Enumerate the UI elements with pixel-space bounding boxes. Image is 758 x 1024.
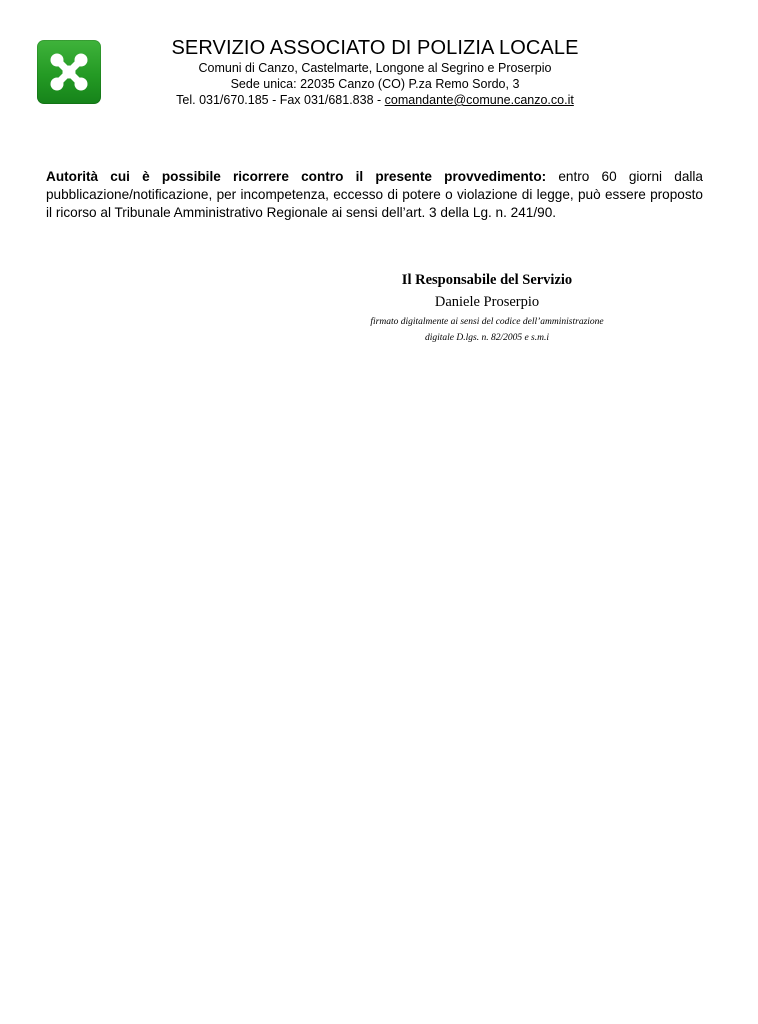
email-link[interactable]: comandante@comune.canzo.co.it <box>384 93 574 107</box>
signature-block <box>360 270 614 344</box>
letterhead <box>120 36 630 108</box>
organization-title: SERVIZIO ASSOCIATO DI POLIZIA LOCALE <box>171 37 579 59</box>
signatory-name: Daniele Proserpio <box>434 294 540 310</box>
phone-fax: Tel. 031/670.185 - Fax 031/681.838 - <box>176 93 385 107</box>
digital-signature-note-1: firmato digitalmente ai sensi del codice dell’amministrazione <box>370 317 604 327</box>
address-line: Sede unica: 22035 Canzo (CO) P.za Remo Sordo, 3 <box>230 77 520 91</box>
logo-badge <box>37 40 101 104</box>
signatory-role: Il Responsabile del Servizio <box>401 272 573 288</box>
communes-line: Comuni di Canzo, Castelmarte, Longone al Segrino e Proserpio <box>198 61 552 75</box>
appeal-text: entro 60 giorni dalla pubblicazione/notificazione, per incompetenza, eccesso di potere o violazione di legge, può essere proposto il ricorso al Tribunale Amministrativo Regionale ai sensi dell’art. 3 della Lg. n. 241/90. <box>46 169 703 220</box>
contacts-line <box>120 92 630 108</box>
digital-signature-note-2: digitale D.lgs. n. 82/2005 e s.m.i <box>424 333 550 343</box>
appeal-label: Autorità cui è possibile ricorrere contro il presente provvedimento: <box>46 169 547 184</box>
lombardy-rose-icon <box>37 40 101 104</box>
appeal-paragraph <box>46 168 703 222</box>
